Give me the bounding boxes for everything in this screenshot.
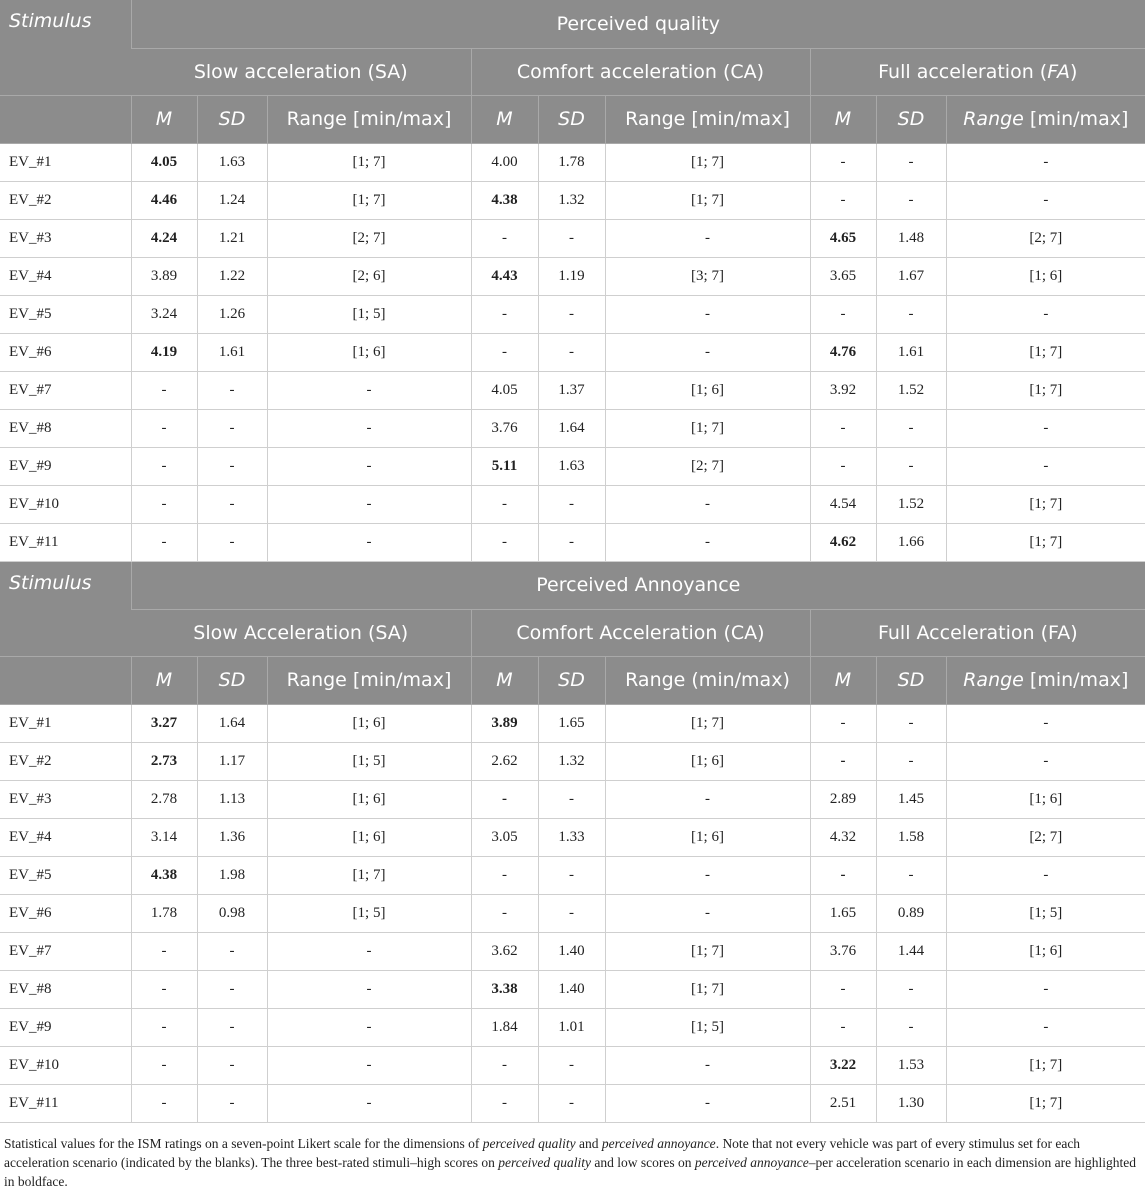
slow-range-cell: - xyxy=(267,409,471,447)
comfort-range-cell: [1; 7] xyxy=(605,970,810,1008)
full-mean-cell: 1.65 xyxy=(810,894,876,932)
comfort-mean-cell: 2.62 xyxy=(471,742,538,780)
full-mean-cell: 3.76 xyxy=(810,932,876,970)
row-label: EV_#8 xyxy=(0,409,131,447)
slow-sd-cell: 1.98 xyxy=(197,856,267,894)
slow-sd-cell: - xyxy=(197,523,267,561)
full-range-cell: [2; 7] xyxy=(946,818,1145,856)
comfort-sd-cell: - xyxy=(538,1084,605,1122)
slow-range-cell: [1; 7] xyxy=(267,181,471,219)
range-header-italic: Range xyxy=(963,108,1024,130)
slow-mean-cell: - xyxy=(131,523,197,561)
slow-sd-cell: 1.17 xyxy=(197,742,267,780)
full-range-cell: - xyxy=(946,856,1145,894)
full-mean-cell: - xyxy=(810,704,876,742)
table-row xyxy=(0,742,1145,780)
slow-sd-cell: 1.13 xyxy=(197,780,267,818)
group-header-full-abbr: FA xyxy=(1047,60,1071,83)
slow-range-cell: [2; 7] xyxy=(267,219,471,257)
comfort-sd-cell: 1.32 xyxy=(538,181,605,219)
row-label: EV_#4 xyxy=(0,818,131,856)
slow-sd-cell: - xyxy=(197,371,267,409)
slow-range-cell: - xyxy=(267,447,471,485)
sd-header: SD xyxy=(197,95,267,143)
slow-sd-cell: - xyxy=(197,409,267,447)
footnote-text: and xyxy=(575,1136,602,1151)
full-mean-cell: 3.22 xyxy=(810,1046,876,1084)
slow-range-cell: [1; 6] xyxy=(267,333,471,371)
full-mean-cell: - xyxy=(810,295,876,333)
table-row xyxy=(0,780,1145,818)
slow-mean-cell: 4.19 xyxy=(131,333,197,371)
row-label: EV_#8 xyxy=(0,970,131,1008)
full-sd-cell: - xyxy=(876,1008,946,1046)
slow-sd-cell: 0.98 xyxy=(197,894,267,932)
comfort-mean-cell: - xyxy=(471,219,538,257)
range-header xyxy=(946,656,1145,704)
slow-mean-cell: 4.38 xyxy=(131,856,197,894)
full-sd-cell: - xyxy=(876,742,946,780)
table-row xyxy=(0,818,1145,856)
full-sd-cell: 1.53 xyxy=(876,1046,946,1084)
group-header-full-tail: ) xyxy=(1070,60,1078,83)
slow-range-cell: [1; 6] xyxy=(267,780,471,818)
full-sd-cell: 1.44 xyxy=(876,932,946,970)
mean-header: M xyxy=(131,656,197,704)
slow-sd-cell: - xyxy=(197,932,267,970)
full-mean-cell: - xyxy=(810,409,876,447)
slow-mean-cell: - xyxy=(131,1046,197,1084)
full-range-cell: [1; 6] xyxy=(946,257,1145,295)
full-range-cell: [1; 7] xyxy=(946,523,1145,561)
range-header: Range [min/max] xyxy=(267,656,471,704)
slow-range-cell: - xyxy=(267,1084,471,1122)
full-range-cell: [1; 7] xyxy=(946,1046,1145,1084)
slow-range-cell: [1; 5] xyxy=(267,894,471,932)
full-sd-cell: - xyxy=(876,447,946,485)
comfort-mean-cell: 4.05 xyxy=(471,371,538,409)
slow-range-cell: [1; 7] xyxy=(267,143,471,181)
row-label: EV_#2 xyxy=(0,742,131,780)
comfort-sd-cell: - xyxy=(538,295,605,333)
comfort-range-cell: - xyxy=(605,333,810,371)
comfort-range-cell: [1; 7] xyxy=(605,143,810,181)
full-range-cell: - xyxy=(946,1008,1145,1046)
table-row xyxy=(0,333,1145,371)
comfort-range-cell: - xyxy=(605,1046,810,1084)
row-label: EV_#9 xyxy=(0,1008,131,1046)
comfort-range-cell: [1; 7] xyxy=(605,181,810,219)
comfort-mean-cell: - xyxy=(471,333,538,371)
comfort-sd-cell: 1.65 xyxy=(538,704,605,742)
row-label: EV_#5 xyxy=(0,856,131,894)
footnote-text: . Note that not every vehicle was part of every stimulus set for each acceleration scenario (indicated by the blanks). The three best-rated stimuli–high scores on xyxy=(4,1136,1081,1170)
comfort-mean-cell: - xyxy=(471,1046,538,1084)
row-label: EV_#6 xyxy=(0,333,131,371)
full-sd-cell: - xyxy=(876,181,946,219)
full-mean-cell: - xyxy=(810,143,876,181)
table-row xyxy=(0,1046,1145,1084)
slow-sd-cell: 1.21 xyxy=(197,219,267,257)
comfort-range-cell: [1; 7] xyxy=(605,704,810,742)
table-footnote xyxy=(4,1134,1141,1191)
table-row xyxy=(0,371,1145,409)
full-range-cell: [1; 7] xyxy=(946,371,1145,409)
full-sd-cell: 1.30 xyxy=(876,1084,946,1122)
mean-header: M xyxy=(810,656,876,704)
comfort-mean-cell: - xyxy=(471,894,538,932)
group-header-slow: Slow acceleration (SA) xyxy=(131,48,471,95)
footnote-text: –per acceleration scenario in each dimension are highlighted in boldface. xyxy=(4,1155,1136,1189)
comfort-sd-cell: - xyxy=(538,333,605,371)
comfort-mean-cell: - xyxy=(471,780,538,818)
mean-header: M xyxy=(471,95,538,143)
stimulus-header: Stimulus xyxy=(0,0,131,95)
row-label: EV_#9 xyxy=(0,447,131,485)
full-mean-cell: 4.54 xyxy=(810,485,876,523)
table-row xyxy=(0,181,1145,219)
comfort-range-cell: [1; 6] xyxy=(605,742,810,780)
full-range-cell: - xyxy=(946,143,1145,181)
slow-mean-cell: - xyxy=(131,485,197,523)
comfort-mean-cell: - xyxy=(471,1084,538,1122)
full-mean-cell: 3.92 xyxy=(810,371,876,409)
perceived-quality-rows xyxy=(0,143,1145,561)
slow-range-cell: [1; 6] xyxy=(267,818,471,856)
slow-mean-cell: - xyxy=(131,932,197,970)
slow-range-cell: - xyxy=(267,970,471,1008)
range-header: Range (min/max) xyxy=(605,656,810,704)
slow-sd-cell: - xyxy=(197,485,267,523)
range-header: Range [min/max] xyxy=(267,95,471,143)
comfort-sd-cell: 1.37 xyxy=(538,371,605,409)
comfort-mean-cell: - xyxy=(471,523,538,561)
full-sd-cell: 0.89 xyxy=(876,894,946,932)
mean-header: M xyxy=(471,656,538,704)
full-sd-cell: 1.48 xyxy=(876,219,946,257)
footnote-text: and low scores on xyxy=(591,1155,695,1170)
full-sd-cell: - xyxy=(876,143,946,181)
slow-range-cell: - xyxy=(267,371,471,409)
row-label: EV_#10 xyxy=(0,1046,131,1084)
comfort-range-cell: [1; 7] xyxy=(605,932,810,970)
slow-range-cell: [1; 5] xyxy=(267,742,471,780)
slow-sd-cell: 1.61 xyxy=(197,333,267,371)
group-header-comfort: Comfort acceleration (CA) xyxy=(471,48,810,95)
comfort-sd-cell: - xyxy=(538,780,605,818)
full-mean-cell: 2.89 xyxy=(810,780,876,818)
full-sd-cell: 1.52 xyxy=(876,485,946,523)
comfort-sd-cell: - xyxy=(538,1046,605,1084)
table-row xyxy=(0,295,1145,333)
table-row xyxy=(0,856,1145,894)
comfort-sd-cell: 1.64 xyxy=(538,409,605,447)
full-mean-cell: - xyxy=(810,1008,876,1046)
table-row xyxy=(0,485,1145,523)
comfort-range-cell: - xyxy=(605,219,810,257)
comfort-mean-cell: 3.89 xyxy=(471,704,538,742)
full-mean-cell: 4.65 xyxy=(810,219,876,257)
slow-mean-cell: 3.14 xyxy=(131,818,197,856)
full-range-cell: - xyxy=(946,742,1145,780)
slow-range-cell: [2; 6] xyxy=(267,257,471,295)
comfort-range-cell: [1; 6] xyxy=(605,818,810,856)
row-label: EV_#10 xyxy=(0,485,131,523)
row-label: EV_#1 xyxy=(0,143,131,181)
slow-mean-cell: - xyxy=(131,970,197,1008)
row-label: EV_#11 xyxy=(0,523,131,561)
slow-range-cell: - xyxy=(267,1046,471,1084)
slow-sd-cell: - xyxy=(197,1084,267,1122)
full-sd-cell: 1.66 xyxy=(876,523,946,561)
full-sd-cell: 1.61 xyxy=(876,333,946,371)
comfort-range-cell: - xyxy=(605,485,810,523)
comfort-sd-cell: 1.40 xyxy=(538,932,605,970)
row-label: EV_#4 xyxy=(0,257,131,295)
comfort-range-cell: - xyxy=(605,523,810,561)
slow-range-cell: - xyxy=(267,932,471,970)
full-range-cell: - xyxy=(946,181,1145,219)
comfort-range-cell: - xyxy=(605,295,810,333)
full-mean-cell: 3.65 xyxy=(810,257,876,295)
full-sd-cell: - xyxy=(876,295,946,333)
comfort-sd-cell: 1.33 xyxy=(538,818,605,856)
stimulus-header: Stimulus xyxy=(0,561,131,656)
table-row xyxy=(0,970,1145,1008)
full-sd-cell: - xyxy=(876,704,946,742)
full-range-cell: [1; 7] xyxy=(946,485,1145,523)
range-header-rest: [min/max] xyxy=(1023,669,1129,691)
slow-mean-cell: - xyxy=(131,371,197,409)
slow-sd-cell: 1.63 xyxy=(197,143,267,181)
slow-mean-cell: 1.78 xyxy=(131,894,197,932)
comfort-mean-cell: 4.38 xyxy=(471,181,538,219)
full-sd-cell: 1.67 xyxy=(876,257,946,295)
slow-range-cell: - xyxy=(267,523,471,561)
full-mean-cell: - xyxy=(810,447,876,485)
table-row xyxy=(0,1084,1145,1122)
comfort-sd-cell: 1.40 xyxy=(538,970,605,1008)
full-range-cell: [1; 6] xyxy=(946,932,1145,970)
slow-sd-cell: 1.36 xyxy=(197,818,267,856)
comfort-mean-cell: 5.11 xyxy=(471,447,538,485)
group-header-full-text: Full acceleration ( xyxy=(878,60,1048,83)
slow-sd-cell: 1.22 xyxy=(197,257,267,295)
group-header-full: Full Acceleration (FA) xyxy=(810,609,1145,656)
slow-mean-cell: 4.46 xyxy=(131,181,197,219)
full-range-cell: - xyxy=(946,409,1145,447)
row-label: EV_#5 xyxy=(0,295,131,333)
comfort-range-cell: [3; 7] xyxy=(605,257,810,295)
slow-sd-cell: 1.24 xyxy=(197,181,267,219)
slow-mean-cell: - xyxy=(131,1084,197,1122)
comfort-range-cell: [1; 6] xyxy=(605,371,810,409)
slow-range-cell: [1; 5] xyxy=(267,295,471,333)
range-header xyxy=(946,95,1145,143)
slow-mean-cell: - xyxy=(131,409,197,447)
footnote-text: Statistical values for the ISM ratings on a seven-point Likert scale for the dimensions of xyxy=(4,1136,483,1151)
table-row xyxy=(0,704,1145,742)
table-row xyxy=(0,143,1145,181)
slow-mean-cell: - xyxy=(131,447,197,485)
section-title: Perceived quality xyxy=(131,0,1145,48)
footnote-emphasis: perceived quality xyxy=(498,1155,592,1170)
comfort-range-cell: - xyxy=(605,780,810,818)
range-header-rest: [min/max] xyxy=(1023,108,1129,130)
row-label: EV_#1 xyxy=(0,704,131,742)
mean-header: M xyxy=(131,95,197,143)
table-row xyxy=(0,409,1145,447)
table-row xyxy=(0,523,1145,561)
comfort-range-cell: [1; 7] xyxy=(605,409,810,447)
full-sd-cell: 1.45 xyxy=(876,780,946,818)
mean-header: M xyxy=(810,95,876,143)
full-range-cell: [1; 5] xyxy=(946,894,1145,932)
full-mean-cell: 4.62 xyxy=(810,523,876,561)
comfort-sd-cell: - xyxy=(538,856,605,894)
slow-mean-cell: 4.24 xyxy=(131,219,197,257)
slow-sd-cell: - xyxy=(197,970,267,1008)
slow-mean-cell: 2.78 xyxy=(131,780,197,818)
slow-sd-cell: - xyxy=(197,447,267,485)
full-sd-cell: 1.58 xyxy=(876,818,946,856)
comfort-sd-cell: 1.01 xyxy=(538,1008,605,1046)
comfort-mean-cell: 3.62 xyxy=(471,932,538,970)
full-range-cell: - xyxy=(946,704,1145,742)
comfort-sd-cell: - xyxy=(538,523,605,561)
comfort-mean-cell: 4.43 xyxy=(471,257,538,295)
full-sd-cell: - xyxy=(876,856,946,894)
group-header-full xyxy=(810,48,1145,95)
slow-range-cell: [1; 7] xyxy=(267,856,471,894)
comfort-mean-cell: 3.05 xyxy=(471,818,538,856)
comfort-range-cell: [2; 7] xyxy=(605,447,810,485)
row-label: EV_#11 xyxy=(0,1084,131,1122)
stimulus-header-spacer xyxy=(0,656,131,704)
table-row xyxy=(0,447,1145,485)
full-sd-cell: - xyxy=(876,970,946,1008)
full-range-cell: [1; 7] xyxy=(946,1084,1145,1122)
table-row xyxy=(0,257,1145,295)
full-mean-cell: 4.32 xyxy=(810,818,876,856)
slow-mean-cell: 3.89 xyxy=(131,257,197,295)
sd-header: SD xyxy=(538,656,605,704)
full-sd-cell: - xyxy=(876,409,946,447)
row-label: EV_#6 xyxy=(0,894,131,932)
full-range-cell: - xyxy=(946,970,1145,1008)
comfort-mean-cell: 3.38 xyxy=(471,970,538,1008)
full-mean-cell: 4.76 xyxy=(810,333,876,371)
sd-header: SD xyxy=(538,95,605,143)
slow-mean-cell: - xyxy=(131,1008,197,1046)
section-title: Perceived Annoyance xyxy=(131,561,1145,609)
slow-range-cell: - xyxy=(267,485,471,523)
perceived-annoyance-rows xyxy=(0,704,1145,1122)
slow-sd-cell: 1.64 xyxy=(197,704,267,742)
slow-sd-cell: 1.26 xyxy=(197,295,267,333)
comfort-sd-cell: 1.19 xyxy=(538,257,605,295)
comfort-sd-cell: - xyxy=(538,894,605,932)
table-row xyxy=(0,1008,1145,1046)
comfort-sd-cell: 1.32 xyxy=(538,742,605,780)
comfort-mean-cell: - xyxy=(471,295,538,333)
full-mean-cell: - xyxy=(810,181,876,219)
sd-header: SD xyxy=(876,95,946,143)
comfort-range-cell: - xyxy=(605,1084,810,1122)
slow-mean-cell: 3.24 xyxy=(131,295,197,333)
row-label: EV_#3 xyxy=(0,780,131,818)
perceived-quality-header xyxy=(0,0,1145,143)
full-range-cell: - xyxy=(946,295,1145,333)
slow-mean-cell: 3.27 xyxy=(131,704,197,742)
footnote-emphasis: perceived annoyance xyxy=(694,1155,809,1170)
full-range-cell: [1; 6] xyxy=(946,780,1145,818)
footnote-emphasis: perceived annoyance xyxy=(601,1136,716,1151)
table-row xyxy=(0,219,1145,257)
sd-header: SD xyxy=(197,656,267,704)
row-label: EV_#2 xyxy=(0,181,131,219)
full-mean-cell: 2.51 xyxy=(810,1084,876,1122)
full-sd-cell: 1.52 xyxy=(876,371,946,409)
comfort-sd-cell: 1.78 xyxy=(538,143,605,181)
slow-sd-cell: - xyxy=(197,1046,267,1084)
full-mean-cell: - xyxy=(810,970,876,1008)
group-header-comfort: Comfort Acceleration (CA) xyxy=(471,609,810,656)
range-header: Range [min/max] xyxy=(605,95,810,143)
comfort-sd-cell: 1.63 xyxy=(538,447,605,485)
full-range-cell: [2; 7] xyxy=(946,219,1145,257)
comfort-range-cell: [1; 5] xyxy=(605,1008,810,1046)
comfort-mean-cell: - xyxy=(471,856,538,894)
row-label: EV_#7 xyxy=(0,371,131,409)
comfort-mean-cell: 3.76 xyxy=(471,409,538,447)
full-mean-cell: - xyxy=(810,856,876,894)
range-header-italic: Range xyxy=(963,669,1024,691)
table-row xyxy=(0,932,1145,970)
full-range-cell: - xyxy=(946,447,1145,485)
comfort-range-cell: - xyxy=(605,856,810,894)
full-mean-cell: - xyxy=(810,742,876,780)
slow-mean-cell: 4.05 xyxy=(131,143,197,181)
sd-header: SD xyxy=(876,656,946,704)
full-range-cell: [1; 7] xyxy=(946,333,1145,371)
stimulus-header-spacer xyxy=(0,95,131,143)
comfort-mean-cell: - xyxy=(471,485,538,523)
footnote-emphasis: perceived quality xyxy=(482,1136,576,1151)
comfort-sd-cell: - xyxy=(538,485,605,523)
row-label: EV_#3 xyxy=(0,219,131,257)
row-label: EV_#7 xyxy=(0,932,131,970)
comfort-mean-cell: 4.00 xyxy=(471,143,538,181)
comfort-sd-cell: - xyxy=(538,219,605,257)
table-row xyxy=(0,894,1145,932)
comfort-mean-cell: 1.84 xyxy=(471,1008,538,1046)
perceived-annoyance-header xyxy=(0,561,1145,704)
comfort-range-cell: - xyxy=(605,894,810,932)
slow-sd-cell: - xyxy=(197,1008,267,1046)
slow-range-cell: [1; 6] xyxy=(267,704,471,742)
slow-mean-cell: 2.73 xyxy=(131,742,197,780)
group-header-slow: Slow Acceleration (SA) xyxy=(131,609,471,656)
slow-range-cell: - xyxy=(267,1008,471,1046)
